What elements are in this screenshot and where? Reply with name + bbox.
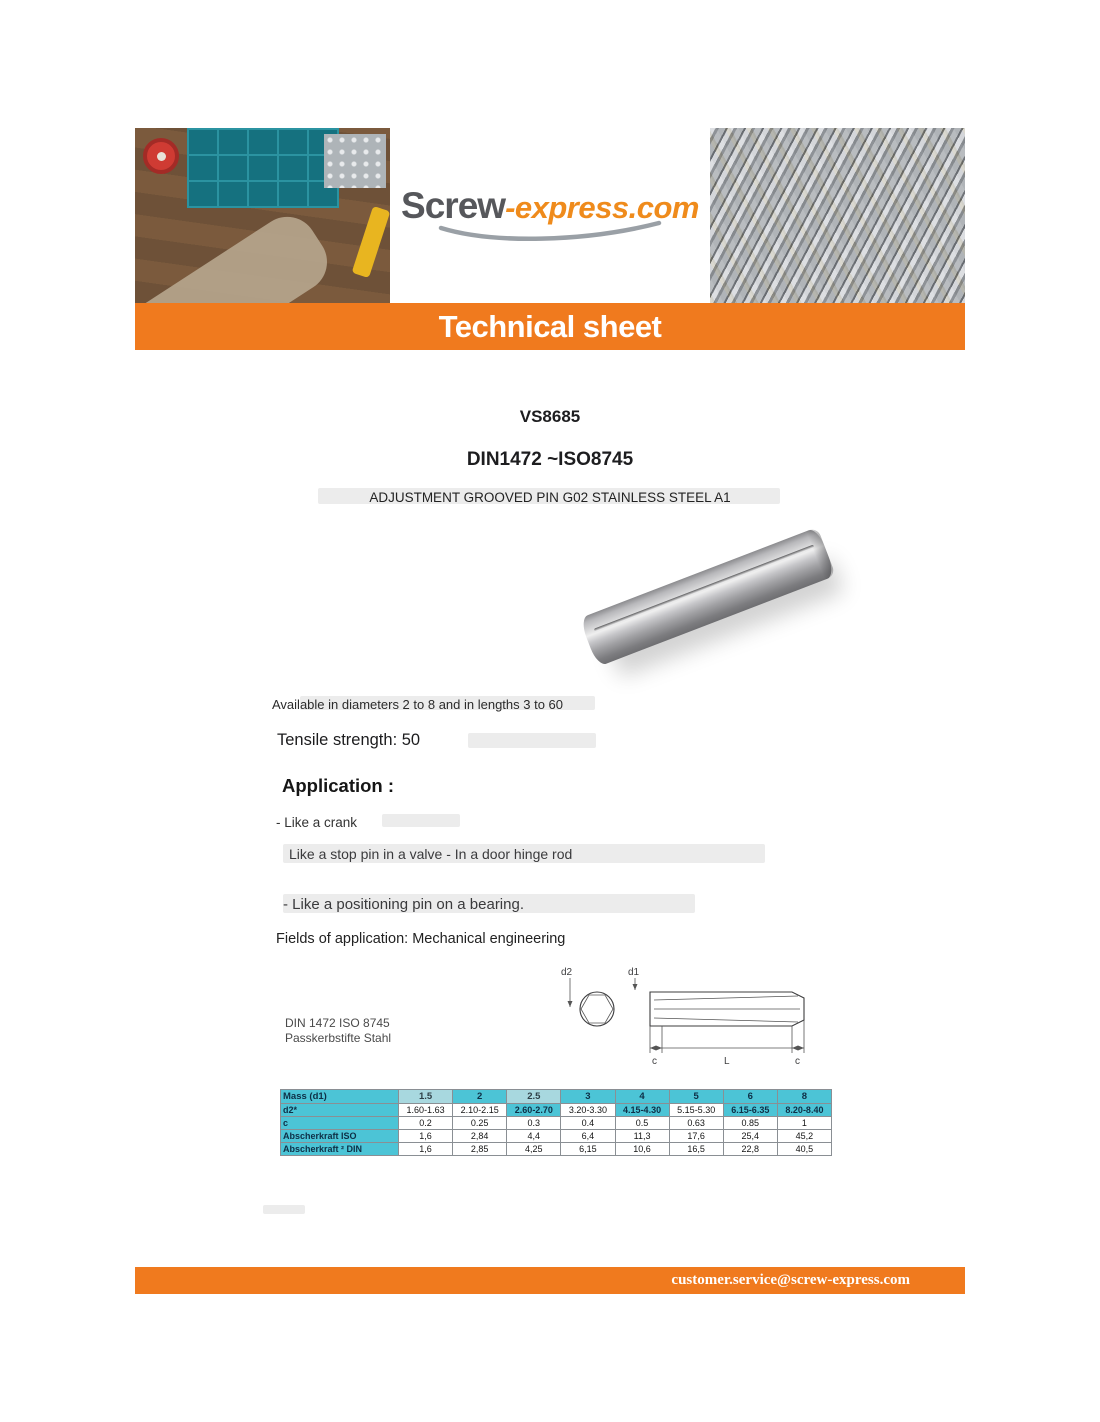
table-row-abscherkraft-din — [281, 1143, 832, 1156]
value-cell: 8.20-8.40 — [777, 1104, 831, 1117]
value-cell: 4,25 — [507, 1143, 561, 1156]
footer-bar — [135, 1267, 965, 1294]
logo-express-text: -express.com — [505, 190, 699, 225]
value-cell: 6.15-6.35 — [723, 1104, 777, 1117]
product-code: VS8685 — [519, 407, 581, 426]
value-cell: 16,5 — [669, 1143, 723, 1156]
value-cell: 2.60-2.70 — [507, 1104, 561, 1117]
value-cell: 17,6 — [669, 1130, 723, 1143]
header-cell: 3 — [561, 1090, 615, 1104]
scan-artifact — [382, 814, 460, 827]
value-cell: 1,6 — [399, 1130, 453, 1143]
value-cell: 2,85 — [453, 1143, 507, 1156]
value-cell: 2.10-2.15 — [453, 1104, 507, 1117]
drawing-caption-line2: Passkerbstifte Stahl — [285, 1031, 392, 1045]
value-cell: 25,4 — [723, 1130, 777, 1143]
value-cell: 1 — [777, 1117, 831, 1130]
table-row-c — [281, 1117, 832, 1130]
value-cell: 11,3 — [615, 1130, 669, 1143]
tensile-strength-text: Tensile strength: 50 — [277, 731, 421, 749]
application-item: - Like a positioning pin on a bearing. — [283, 896, 524, 913]
product-standards: DIN1472 ~ISO8745 — [466, 449, 634, 470]
table-row-abscherkraft-iso — [281, 1130, 832, 1143]
value-cell: 1.60-1.63 — [399, 1104, 453, 1117]
dim-label-d1: d1 — [628, 967, 640, 978]
grooved-pin-image — [579, 527, 836, 667]
spec-table — [280, 1089, 832, 1156]
header-cell: 6 — [723, 1090, 777, 1104]
header-cell: 5 — [669, 1090, 723, 1104]
logo-swoosh-icon — [435, 220, 665, 244]
header-cell: 4 — [615, 1090, 669, 1104]
application-heading: Application : — [282, 775, 395, 796]
value-cell: 0.85 — [723, 1117, 777, 1130]
drawing-caption-line1: DIN 1472 ISO 8745 — [285, 1016, 390, 1030]
value-cell: 0.25 — [453, 1117, 507, 1130]
value-cell: 10,6 — [615, 1143, 669, 1156]
logo — [390, 128, 710, 303]
dim-label-L: L — [724, 1056, 730, 1067]
logo-screw-text: Screw — [401, 185, 506, 226]
value-cell: 0.2 — [399, 1117, 453, 1130]
screws-pile-photo — [710, 128, 965, 303]
scan-artifact — [263, 1205, 305, 1214]
table-row-d2 — [281, 1104, 832, 1117]
page-title: Technical sheet — [438, 309, 662, 344]
tool-decor — [352, 206, 390, 278]
tape-measure-decor — [143, 138, 179, 174]
value-cell: 2,84 — [453, 1130, 507, 1143]
header-banner — [135, 128, 965, 303]
table-header-row — [281, 1090, 832, 1104]
pin-technical-drawing — [540, 963, 840, 1075]
row-label: d2* — [281, 1104, 399, 1117]
grooved-pin-photo — [555, 505, 865, 690]
header-cell: 2 — [453, 1090, 507, 1104]
row-label: c — [281, 1117, 399, 1130]
product-name: ADJUSTMENT GROOVED PIN G02 STAINLESS STEEL A1 — [369, 490, 731, 505]
scan-artifact — [468, 733, 596, 748]
value-cell: 0.5 — [615, 1117, 669, 1130]
value-cell: 6,4 — [561, 1130, 615, 1143]
value-cell: 4.15-4.30 — [615, 1104, 669, 1117]
header-cell-mass: Mass (d1) — [281, 1090, 399, 1104]
row-label: Abscherkraft ² DIN — [281, 1143, 399, 1156]
value-cell: 0.4 — [561, 1117, 615, 1130]
header-cell: 2.5 — [507, 1090, 561, 1104]
title-bar — [135, 303, 965, 350]
value-cell: 0.63 — [669, 1117, 723, 1130]
application-item: Like a stop pin in a valve - In a door hinge rod — [289, 846, 573, 862]
value-cell: 45,2 — [777, 1130, 831, 1143]
fields-of-application-text: Fields of application: Mechanical engineering — [276, 931, 566, 947]
value-cell: 0.3 — [507, 1117, 561, 1130]
dim-label-c-right: c — [795, 1056, 800, 1067]
header-cell: 1.5 — [399, 1090, 453, 1104]
workbench-photo — [135, 128, 390, 303]
value-cell: 6,15 — [561, 1143, 615, 1156]
dim-label-d2: d2 — [561, 967, 573, 978]
value-cell: 22,8 — [723, 1143, 777, 1156]
parts-tray-decor — [324, 134, 386, 188]
value-cell: 4,4 — [507, 1130, 561, 1143]
row-label: Abscherkraft ISO — [281, 1130, 399, 1143]
availability-text: Available in diameters 2 to 8 and in lengths 3 to 60 — [272, 697, 564, 712]
drawing-caption — [285, 1016, 391, 1046]
organizer-box-decor — [187, 128, 339, 208]
value-cell: 5.15-5.30 — [669, 1104, 723, 1117]
dim-label-c-left: c — [652, 1056, 657, 1067]
hand-arm-decor — [135, 205, 338, 303]
application-item: - Like a crank — [276, 815, 358, 830]
footer-email: customer.service@screw-express.com — [671, 1272, 910, 1288]
value-cell: 1,6 — [399, 1143, 453, 1156]
logo-text — [401, 187, 699, 224]
value-cell: 40,5 — [777, 1143, 831, 1156]
value-cell: 3.20-3.30 — [561, 1104, 615, 1117]
header-cell: 8 — [777, 1090, 831, 1104]
